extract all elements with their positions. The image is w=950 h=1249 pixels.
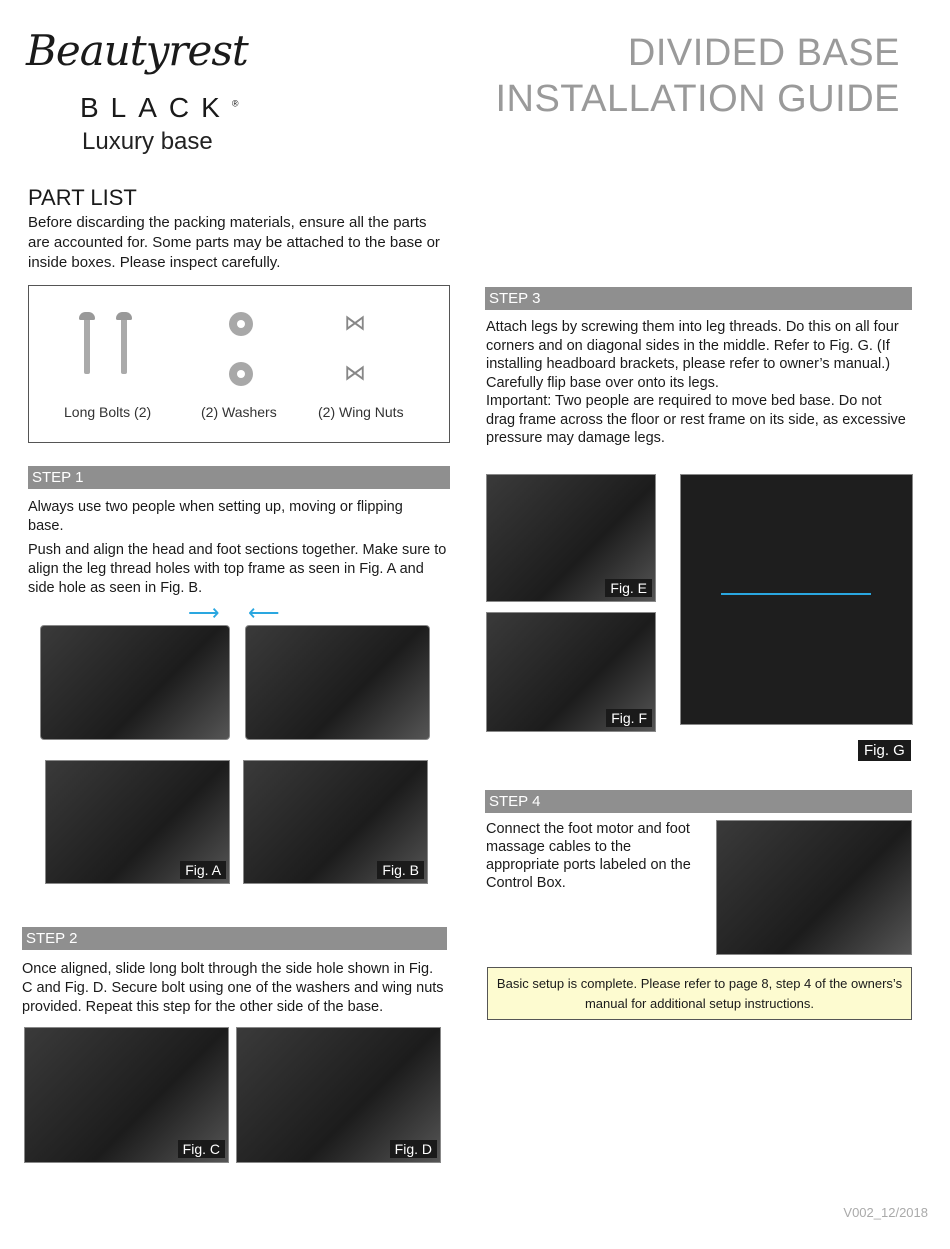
part-list-heading: PART LIST [28, 185, 137, 210]
bolt-icon [121, 316, 127, 374]
wing-nut-icon: ⋈ [344, 310, 366, 335]
fig-c-photo [24, 1027, 229, 1163]
step4-text: Connect the foot motor and foot massage cables to the appropriate ports labeled on the Control Box. [486, 821, 691, 891]
brand-logo: Beautyrest [26, 26, 248, 75]
step3-text-3: Important: Two people are required to move bed base. Do not drag frame across the floor or rest frame on its side, as excessive pressure may damage legs. [486, 393, 906, 446]
step3-text [486, 318, 911, 448]
fig-g-label: Fig. G [858, 740, 911, 761]
base-head-section-photo [40, 625, 230, 740]
fig-b-label: Fig. B [377, 861, 424, 879]
title-line-2: INSTALLATION GUIDE [495, 78, 900, 120]
step1-text-2: Push and align the head and foot sections together. Make sure to align the leg thread holes with top frame as seen in Fig. A and side hole as seen in Fig. B. [28, 542, 447, 596]
step3-header: STEP 3 [485, 287, 912, 310]
blue-arrow-icon [721, 593, 871, 595]
fig-a-photo [45, 760, 230, 884]
wing-nut-icon: ⋈ [344, 360, 366, 385]
fig-f-label: Fig. F [606, 709, 652, 727]
control-box-photo [716, 820, 912, 955]
washer-icon [229, 312, 253, 336]
fig-e-label: Fig. E [605, 579, 652, 597]
washer-icon [229, 362, 253, 386]
fig-d-photo [236, 1027, 441, 1163]
arrow-left-icon: ⟵ [248, 600, 280, 625]
part-label: (2) Washers [201, 404, 277, 420]
step4-header: STEP 4 [485, 790, 912, 813]
brand-line [80, 92, 238, 124]
fig-d-label: Fig. D [390, 1140, 437, 1158]
parts-box [28, 285, 450, 443]
fig-a-label: Fig. A [180, 861, 226, 879]
registered-mark: ® [231, 98, 239, 109]
fig-b-photo [243, 760, 428, 884]
step1-text-1: Always use two people when setting up, moving or flipping base. [28, 499, 403, 534]
arrow-right-icon: ⟶ [188, 600, 220, 625]
fig-e-photo [486, 474, 656, 602]
bolt-icon [84, 316, 90, 374]
base-foot-section-photo [245, 625, 430, 740]
fig-c-label: Fig. C [178, 1140, 225, 1158]
step3-text-2: Carefully flip base over onto its legs. [486, 374, 719, 391]
brand-sub: Luxury base [82, 128, 213, 155]
version-footer: V002_12/2018 [843, 1205, 928, 1220]
step2-text: Once aligned, slide long bolt through the side hole shown in Fig. C and Fig. D. Secure bolt using one of the washers and wing nuts provided. Repeat this step for the other side of the base. [22, 961, 444, 1015]
part-list-text: Before discarding the packing materials, ensure all the parts are accounted for. Some parts may be attached to the base or inside boxes. Please inspect carefully. [28, 214, 440, 271]
brand-line-text: BLACK [80, 92, 232, 123]
part-label: (2) Wing Nuts [318, 404, 404, 420]
fig-f-photo [486, 612, 656, 732]
setup-complete-note: Basic setup is complete. Please refer to page 8, step 4 of the owners’s manual for additional setup instructions. [487, 967, 912, 1020]
step1-header: STEP 1 [28, 466, 450, 489]
part-label: Long Bolts (2) [64, 404, 152, 420]
step2-header: STEP 2 [22, 927, 447, 950]
step3-text-1: Attach legs by screwing them into leg threads. Do this on all four corners and on diagonal sides in the middle. Refer to Fig. G. (If installing headboard brackets, please refer to owner’s manual.) [486, 319, 899, 372]
fig-g-photo [680, 474, 913, 725]
title-line-1: DIVIDED BASE [627, 32, 900, 74]
